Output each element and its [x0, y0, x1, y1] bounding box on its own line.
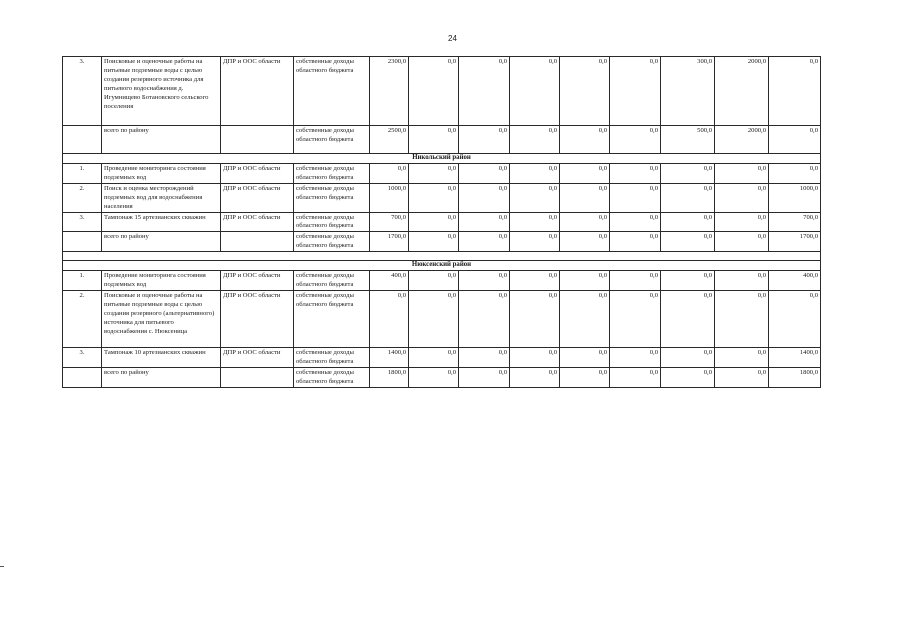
- row-value: 0,0: [769, 57, 821, 126]
- row-value: 0,0: [510, 183, 560, 212]
- row-funding-source: собственные доходы областного бюджета: [294, 126, 370, 154]
- row-index: 3.: [63, 57, 102, 126]
- row-value: 2000,0: [715, 57, 769, 126]
- row-value: 0,0: [409, 212, 459, 232]
- row-value: 0,0: [409, 232, 459, 252]
- table-row-subtotal: [63, 367, 821, 387]
- row-value: 1400,0: [769, 347, 821, 367]
- row-value: 0,0: [661, 212, 715, 232]
- row-value: 0,0: [610, 126, 661, 154]
- row-executor: ДПР и ООС области: [221, 271, 294, 291]
- row-value: 0,0: [409, 183, 459, 212]
- row-value-total: 1000,0: [370, 183, 409, 212]
- budget-table: [62, 56, 821, 388]
- table-row-subtotal: [63, 232, 821, 252]
- row-value: 0,0: [510, 232, 560, 252]
- row-value: 0,0: [409, 126, 459, 154]
- row-value: 0,0: [610, 164, 661, 184]
- row-value: 0,0: [610, 347, 661, 367]
- table-row: [63, 164, 821, 184]
- row-executor: [221, 126, 294, 154]
- row-value: 0,0: [560, 212, 610, 232]
- row-value: 0,0: [661, 164, 715, 184]
- row-value: 0,0: [560, 57, 610, 126]
- row-executor: ДПР и ООС области: [221, 290, 294, 347]
- row-funding-source: собственные доходы областного бюджета: [294, 164, 370, 184]
- section-title: Нюксенский район: [63, 261, 821, 271]
- row-funding-source: собственные доходы областного бюджета: [294, 347, 370, 367]
- row-value: 0,0: [510, 290, 560, 347]
- row-funding-source: собственные доходы областного бюджета: [294, 290, 370, 347]
- row-value: 0,0: [769, 126, 821, 154]
- table-row: [63, 271, 821, 291]
- row-value: 0,0: [661, 271, 715, 291]
- row-value: 0,0: [459, 367, 510, 387]
- page-number: 24: [448, 34, 457, 43]
- row-executor: ДПР и ООС области: [221, 347, 294, 367]
- row-funding-source: собственные доходы областного бюджета: [294, 271, 370, 291]
- row-value: 0,0: [715, 164, 769, 184]
- row-value: 0,0: [769, 290, 821, 347]
- row-value: 0,0: [510, 367, 560, 387]
- row-value: 0,0: [409, 271, 459, 291]
- row-value-total: 2500,0: [370, 126, 409, 154]
- row-value: 0,0: [715, 290, 769, 347]
- row-value: 0,0: [409, 57, 459, 126]
- row-value-total: 400,0: [370, 271, 409, 291]
- row-executor: ДПР и ООС области: [221, 183, 294, 212]
- row-value: 0,0: [661, 347, 715, 367]
- row-value: 0,0: [459, 212, 510, 232]
- row-value: 700,0: [769, 212, 821, 232]
- row-activity-name: всего по району: [102, 126, 221, 154]
- row-funding-source: собственные доходы областного бюджета: [294, 183, 370, 212]
- row-value: 0,0: [560, 367, 610, 387]
- row-value: 0,0: [560, 290, 610, 347]
- row-value: 0,0: [610, 183, 661, 212]
- row-value: 400,0: [769, 271, 821, 291]
- row-value: 500,0: [661, 126, 715, 154]
- row-value: 0,0: [610, 57, 661, 126]
- row-activity-name: Тампонаж 10 артезианских скважин: [102, 347, 221, 367]
- row-funding-source: собственные доходы областного бюджета: [294, 367, 370, 387]
- table-row: [63, 57, 821, 126]
- row-index: 2.: [63, 290, 102, 347]
- row-activity-name: Поисковые и оценочные работы на питьевые подземные воды с целью создания резервного источника для питьевого водоснабжения д. Игумнищево Ботановского сельского поселения: [102, 57, 221, 126]
- row-index: 3.: [63, 212, 102, 232]
- row-executor: [221, 367, 294, 387]
- row-index: 1.: [63, 271, 102, 291]
- table-row: [63, 212, 821, 232]
- row-value: 0,0: [510, 271, 560, 291]
- row-value: 0,0: [610, 271, 661, 291]
- row-value: 0,0: [459, 232, 510, 252]
- row-value-total: 0,0: [370, 164, 409, 184]
- row-value: 0,0: [560, 126, 610, 154]
- row-value: 0,0: [715, 347, 769, 367]
- row-index: 3.: [63, 347, 102, 367]
- row-value: 0,0: [510, 212, 560, 232]
- row-value-total: 700,0: [370, 212, 409, 232]
- row-value: 2000,0: [715, 126, 769, 154]
- row-value: 0,0: [459, 290, 510, 347]
- row-activity-name: Проведение мониторинга состояния подземных вод: [102, 164, 221, 184]
- row-value: 0,0: [459, 57, 510, 126]
- row-activity-name: Тампонаж 15 артезианских скважин: [102, 212, 221, 232]
- row-value: 0,0: [610, 290, 661, 347]
- row-value: 300,0: [661, 57, 715, 126]
- row-value: 0,0: [510, 57, 560, 126]
- row-value: 0,0: [510, 164, 560, 184]
- row-value: 0,0: [610, 367, 661, 387]
- row-value: 0,0: [661, 183, 715, 212]
- row-value-total: 2300,0: [370, 57, 409, 126]
- row-value: 0,0: [459, 164, 510, 184]
- row-value: 1800,0: [769, 367, 821, 387]
- row-funding-source: собственные доходы областного бюджета: [294, 232, 370, 252]
- row-value: 0,0: [715, 232, 769, 252]
- row-activity-name: всего по району: [102, 232, 221, 252]
- row-value: 0,0: [715, 271, 769, 291]
- table-row-subtotal: [63, 126, 821, 154]
- row-index: 2.: [63, 183, 102, 212]
- row-activity-name: Проведение мониторинга состояния подземных вод: [102, 271, 221, 291]
- row-value: 0,0: [409, 164, 459, 184]
- row-value: 1000,0: [769, 183, 821, 212]
- row-value: 0,0: [409, 347, 459, 367]
- row-value: 0,0: [610, 212, 661, 232]
- row-activity-name: Поисковые и оценочные работы на питьевые подземные воды с целью создания резервного (альтернативного) источника для питьевого водоснабжения с. Нюксеница: [102, 290, 221, 347]
- row-funding-source: собственные доходы областного бюджета: [294, 57, 370, 126]
- row-value: 0,0: [409, 290, 459, 347]
- row-value: 0,0: [409, 367, 459, 387]
- row-index: [63, 367, 102, 387]
- row-value: 0,0: [459, 126, 510, 154]
- row-value: 0,0: [560, 347, 610, 367]
- spacer-cell: [63, 252, 821, 261]
- section-header-row: [63, 261, 821, 271]
- row-value: 0,0: [459, 271, 510, 291]
- row-value: 0,0: [560, 183, 610, 212]
- row-value: 0,0: [715, 367, 769, 387]
- row-value: 0,0: [769, 164, 821, 184]
- row-value: 0,0: [510, 126, 560, 154]
- row-value: 0,0: [661, 232, 715, 252]
- row-value-total: 1400,0: [370, 347, 409, 367]
- row-funding-source: собственные доходы областного бюджета: [294, 212, 370, 232]
- table-row: [63, 290, 821, 347]
- row-value-total: 1700,0: [370, 232, 409, 252]
- budget-table-body: [63, 57, 821, 388]
- row-value: 0,0: [560, 232, 610, 252]
- section-header-row: [63, 154, 821, 164]
- row-value: 0,0: [560, 271, 610, 291]
- scan-mark: [0, 566, 4, 567]
- row-value: 0,0: [459, 183, 510, 212]
- row-value-total: 0,0: [370, 290, 409, 347]
- row-value: 0,0: [661, 290, 715, 347]
- row-executor: ДПР и ООС области: [221, 164, 294, 184]
- table-row: [63, 347, 821, 367]
- row-value: 0,0: [715, 183, 769, 212]
- row-value: 0,0: [510, 347, 560, 367]
- table-row: [63, 183, 821, 212]
- row-value: 0,0: [715, 212, 769, 232]
- row-value: 1700,0: [769, 232, 821, 252]
- row-value: 0,0: [560, 164, 610, 184]
- row-value: 0,0: [459, 347, 510, 367]
- row-index: [63, 126, 102, 154]
- row-activity-name: всего по району: [102, 367, 221, 387]
- row-value: 0,0: [661, 367, 715, 387]
- row-activity-name: Поиск и оценка месторождений подземных вод для водоснабжения населения: [102, 183, 221, 212]
- section-title: Никольский район: [63, 154, 821, 164]
- row-value: 0,0: [610, 232, 661, 252]
- spacer-row: [63, 252, 821, 261]
- row-executor: [221, 232, 294, 252]
- row-index: [63, 232, 102, 252]
- row-index: 1.: [63, 164, 102, 184]
- row-executor: ДПР и ООС области: [221, 212, 294, 232]
- row-value-total: 1800,0: [370, 367, 409, 387]
- row-executor: ДПР и ООС области: [221, 57, 294, 126]
